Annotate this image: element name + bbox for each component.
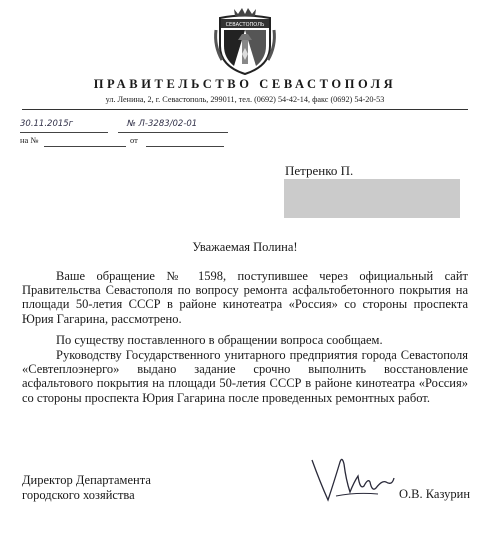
body-paragraph-1 (22, 269, 468, 326)
handwritten-signature (306, 452, 398, 508)
reference-number-line (44, 146, 126, 147)
reference-date-line (146, 146, 224, 147)
salutation: Уважаемая Полина! (192, 240, 298, 254)
number-underline (118, 132, 228, 133)
handwritten-number: № Л-3283/02-01 (127, 119, 198, 129)
body-paragraph-2 (22, 333, 468, 347)
handwritten-date: 30.11.2015г (20, 119, 74, 129)
signatory-title-line-1: Директор Департамента (22, 473, 151, 487)
signer-name: О.В. Казурин (399, 487, 471, 501)
date-underline (20, 132, 108, 133)
paragraph-text: Ваше обращение № 1598, поступившее через официальный сайт Правительства Севастополя по вопросу ремонта асфальтобетонного покрытия на площади 50-летия СССР в районе кинотеатра «Россия» со стороны проспекта Юрия Гагарина, рассмотрено. (22, 269, 468, 326)
emblem-label: СЕВАСТОПОЛЬ (225, 22, 265, 28)
signatory-title-line-2: городского хозяйства (22, 488, 135, 502)
recipient-name: Петренко П. (285, 163, 354, 178)
signatory-title (22, 473, 151, 503)
redacted-address-block (284, 179, 460, 218)
reference-date-label: от (130, 135, 138, 145)
body-paragraph-3 (22, 348, 468, 405)
reference-number-label: на № (20, 135, 39, 145)
paragraph-text: По существу поставленного в обращении вопроса сообщаем. (56, 333, 383, 347)
organization-title: ПРАВИТЕЛЬСТВО СЕВАСТОПОЛЯ (93, 77, 397, 91)
paragraph-text: Руководству Государственного унитарного предприятия города Севастополя «Севтеплоэнерго» выдано задание срочно выполнить восстановление асфальтового покрытия на площади 50-летия СССР в районе кинотеатра «Россия» со стороны проспекта Юрия Гагарина после проведенных ремонтных работ. (22, 348, 468, 405)
header-divider (22, 109, 468, 110)
organization-address: ул. Ленина, 2, г. Севастополь, 299011, тел. (0692) 54-42-14, факс (0692) 54-20-53 (105, 95, 385, 104)
coat-of-arms-emblem (212, 6, 278, 76)
